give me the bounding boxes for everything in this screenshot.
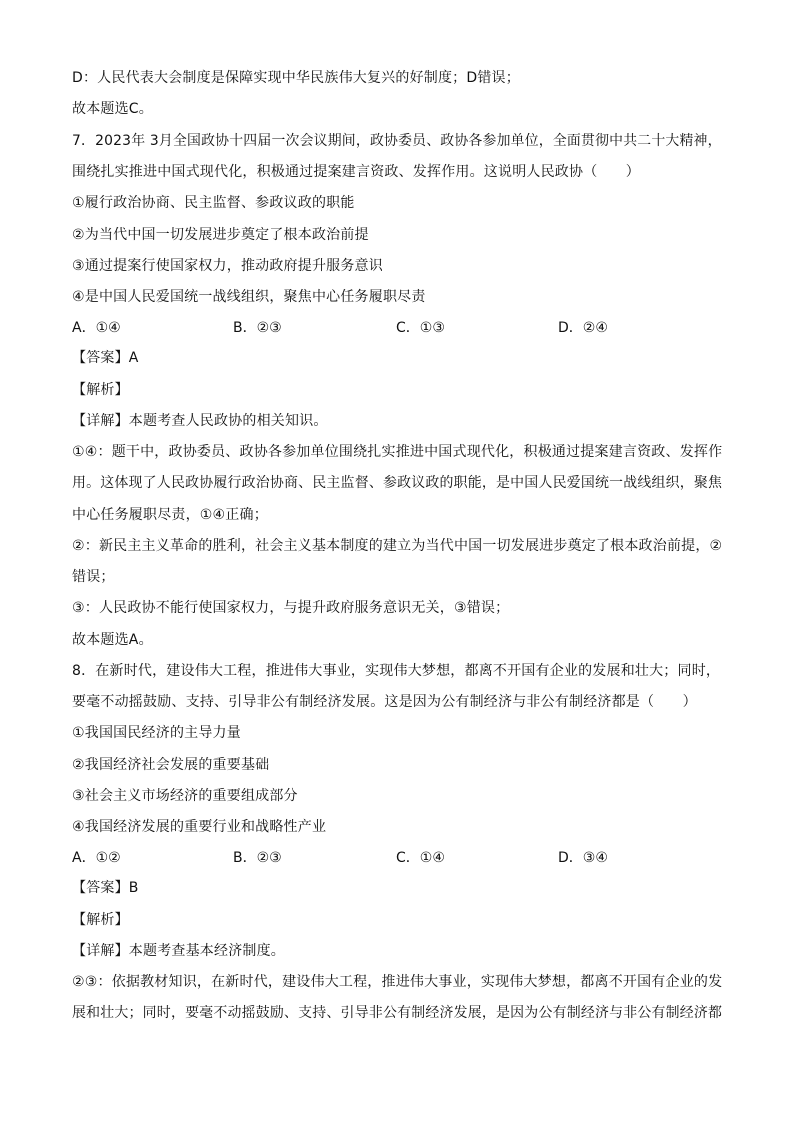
detail-text: 【详解】本题考查人民政协的相关知识。: [72, 413, 328, 429]
statement-item: ④我国经济发展的重要行业和战略性产业: [72, 819, 327, 835]
detail-text: 中心任务履职尽责，①④正确；: [72, 507, 268, 523]
answer-label: 【答案】B: [72, 880, 139, 896]
analysis-label: 【解析】: [72, 382, 129, 398]
question-8-stem: 8．在新时代，建设伟大工程，推进伟大事业，实现伟大梦想，都离不开国有企业的发展和壮大；同时，: [72, 663, 721, 679]
detail-text: ①④：题干中，政协委员、政协各参加单位围绕扎实推进中国式现代化，积极通过提案建言资政、发挥作: [72, 444, 723, 460]
statement-item: ①我国国民经济的主导力量: [72, 725, 241, 741]
statement-item: ③社会主义市场经济的重要组成部分: [72, 788, 298, 804]
statement-item: ③通过提案行使国家权力，推动政府提升服务意识: [72, 258, 383, 274]
statement-item: ④是中国人民爱国统一战线组织，聚焦中心任务履职尽责: [72, 289, 426, 305]
detail-text: 用。这体现了人民政协履行政治协商、民主监督、参政议政的职能，是中国人民爱国统一战线组织，聚焦: [72, 475, 723, 491]
option-a: A．①②: [72, 850, 121, 866]
option-b: B．②③: [233, 850, 282, 866]
text-line: D：人民代表大会制度是保障实现中华民族伟大复兴的好制度；D错误；: [72, 70, 520, 86]
detail-text: 【详解】本题考查基本经济制度。: [72, 943, 285, 959]
option-b: B．②③: [233, 320, 282, 336]
option-a: A．①④: [72, 320, 121, 336]
option-c: C．①④: [396, 850, 445, 866]
detail-text: ②：新民主主义革命的胜利，社会主义基本制度的建立为当代中国一切发展进步奠定了根本政治前提，②: [72, 538, 723, 554]
answer-label: 【答案】A: [72, 350, 139, 366]
detail-text: 故本题选A。: [72, 632, 153, 648]
statement-item: ①履行政治协商、民主监督、参政议政的职能: [72, 195, 355, 211]
option-c: C．①③: [396, 320, 445, 336]
detail-text: ③：人民政协不能行使国家权力，与提升政府服务意识无关，③错误；: [72, 600, 510, 616]
text-line: 故本题选C。: [72, 101, 153, 117]
question-7-stem: 围绕扎实推进中国式现代化，积极通过提案建言资政、发挥作用。这说明人民政协（ ）: [72, 164, 640, 180]
question-8-stem: 要毫不动摇鼓励、支持、引导非公有制经济发展。这是因为公有制经济与非公有制经济都是（ ）: [72, 694, 697, 710]
detail-text: ②③：依据教材知识，在新时代，建设伟大工程，推进伟大事业，实现伟大梦想，都离不开国有企业的发: [72, 974, 723, 990]
question-7-stem: 7．2023年 3月全国政协十四届一次会议期间，政协委员、政协各参加单位，全面贯彻中共二十大精神，: [72, 133, 722, 149]
option-d: D．②④: [558, 320, 608, 336]
option-d: D．③④: [558, 850, 608, 866]
detail-text: 展和壮大；同时，要毫不动摇鼓励、支持、引导非公有制经济发展，是因为公有制经济与非公有制经济都: [72, 1005, 723, 1021]
statement-item: ②我国经济社会发展的重要基础: [72, 757, 270, 773]
statement-item: ②为当代中国一切发展进步奠定了根本政治前提: [72, 227, 369, 243]
detail-text: 错误；: [72, 569, 115, 585]
analysis-label: 【解析】: [72, 912, 129, 928]
